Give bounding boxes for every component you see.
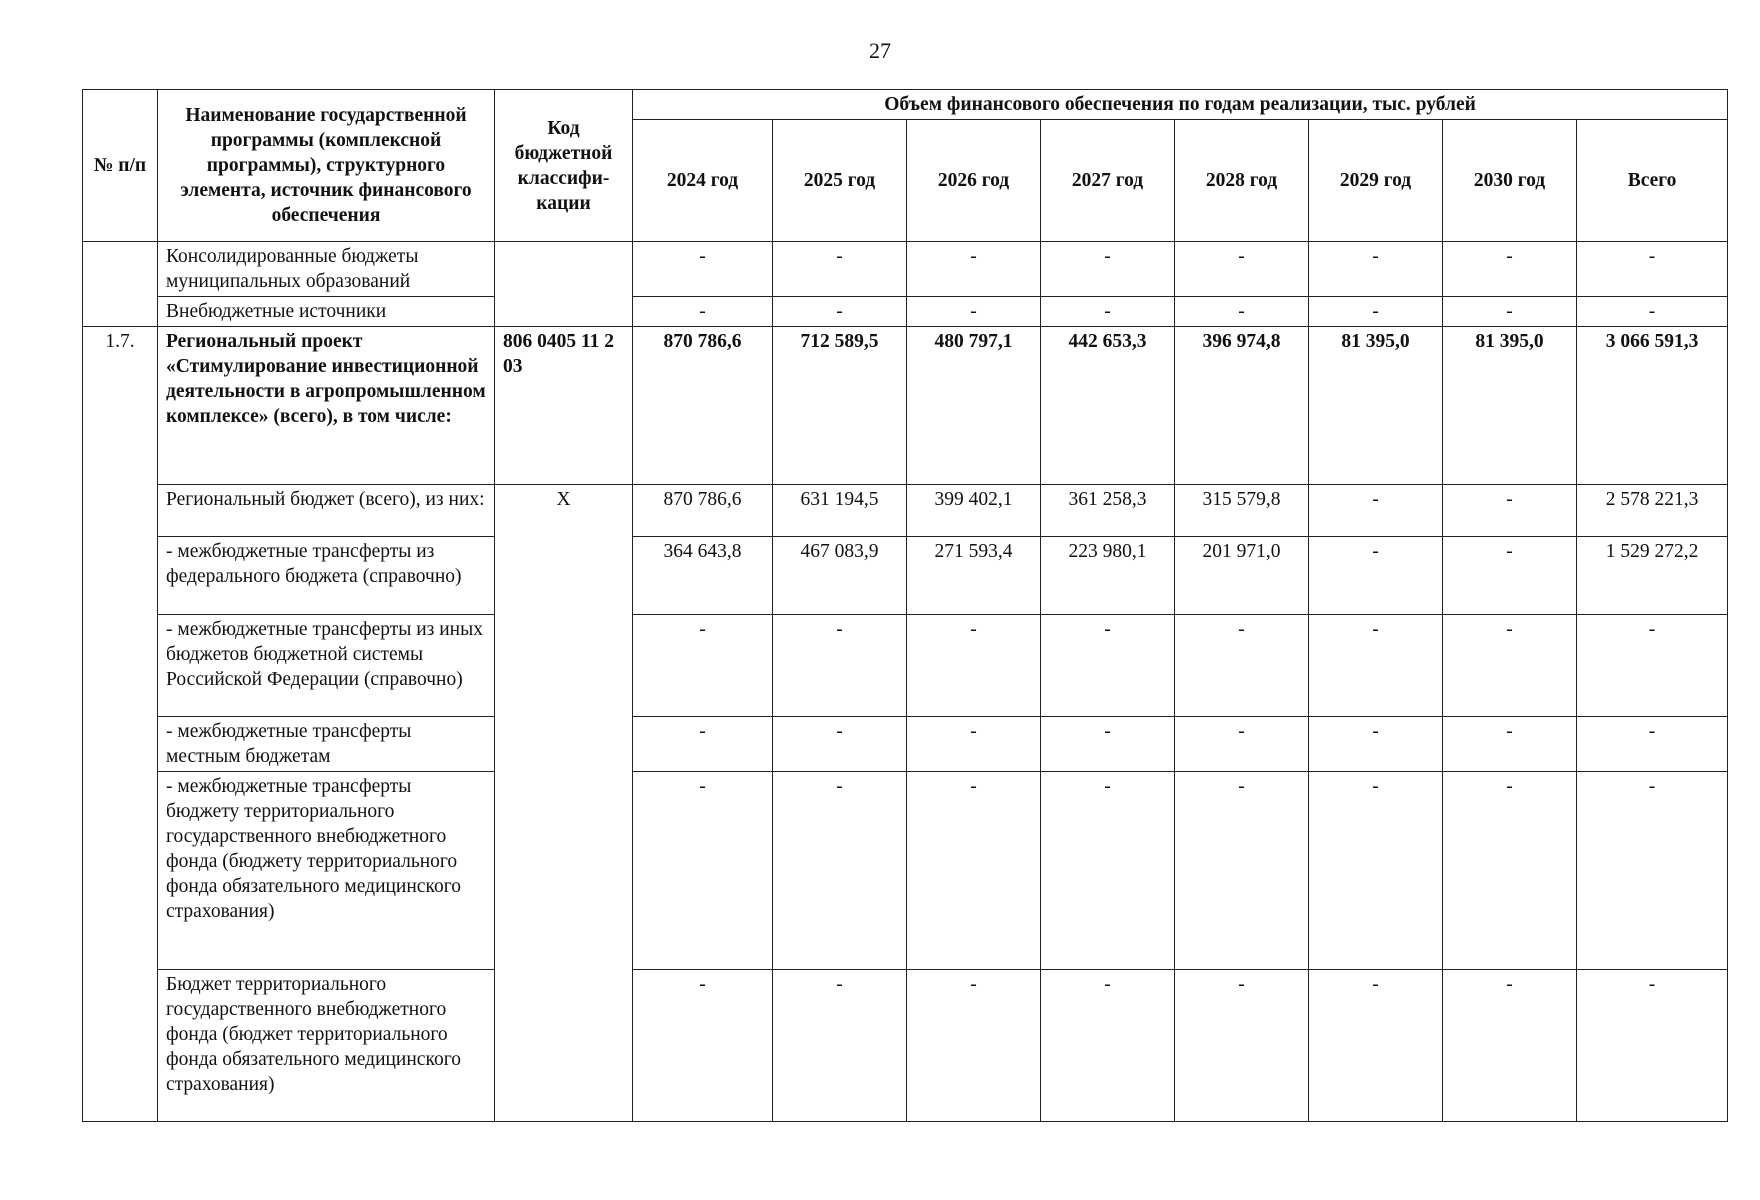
page-number: 27 bbox=[869, 38, 891, 63]
cell-2025: - bbox=[773, 717, 907, 772]
cell-2025: 631 194,5 bbox=[773, 485, 907, 537]
cell-2029: 81 395,0 bbox=[1309, 327, 1443, 485]
cell-total: - bbox=[1577, 615, 1728, 717]
row-code: 806 0405 11 2 03 bbox=[495, 327, 633, 485]
cell-2028: 396 974,8 bbox=[1175, 327, 1309, 485]
header-code: Код бюджетной классифи-кации bbox=[495, 90, 633, 242]
budget-table bbox=[82, 89, 1728, 1122]
cell-2030: - bbox=[1443, 537, 1577, 615]
cell-2024: - bbox=[633, 615, 773, 717]
table-row bbox=[83, 327, 1728, 485]
header-year-2027: 2027 год bbox=[1041, 120, 1175, 242]
header-num: № п/п bbox=[83, 90, 158, 242]
row-name: - межбюджетные трансферты местным бюджетам bbox=[158, 717, 495, 772]
cell-2024: 870 786,6 bbox=[633, 485, 773, 537]
cell-2025: 467 083,9 bbox=[773, 537, 907, 615]
header-year-2024: 2024 год bbox=[633, 120, 773, 242]
cell-2024: - bbox=[633, 772, 773, 970]
cell-2024: - bbox=[633, 717, 773, 772]
row-num-empty bbox=[83, 242, 158, 327]
cell-2026: 480 797,1 bbox=[907, 327, 1041, 485]
row-name: Бюджет территориального государственного внебюджетного фонда (бюджет территориального фонда обязательного медицинского страхования) bbox=[158, 970, 495, 1122]
cell-2030: - bbox=[1443, 970, 1577, 1122]
row-name: - межбюджетные трансферты из иных бюджетов бюджетной системы Российской Федерации (справочно) bbox=[158, 615, 495, 717]
header-year-2025: 2025 год bbox=[773, 120, 907, 242]
cell-2027: 442 653,3 bbox=[1041, 327, 1175, 485]
cell-total: 3 066 591,3 bbox=[1577, 327, 1728, 485]
cell-2024: - bbox=[633, 242, 773, 297]
cell-2030: - bbox=[1443, 485, 1577, 537]
cell-2028: - bbox=[1175, 717, 1309, 772]
cell-total: 1 529 272,2 bbox=[1577, 537, 1728, 615]
cell-2024: - bbox=[633, 970, 773, 1122]
cell-2029: - bbox=[1309, 717, 1443, 772]
header-total: Всего bbox=[1577, 120, 1728, 242]
cell-2030: - bbox=[1443, 242, 1577, 297]
row-num: 1.7. bbox=[83, 327, 158, 1122]
cell-2026: - bbox=[907, 615, 1041, 717]
row-code: X bbox=[495, 485, 633, 1122]
header-name: Наименование государственной программы (комплексной программы), структурного элемента, источник финансового обеспечения bbox=[158, 90, 495, 242]
cell-2029: - bbox=[1309, 485, 1443, 537]
cell-2027: - bbox=[1041, 242, 1175, 297]
cell-2030: - bbox=[1443, 297, 1577, 327]
table-row bbox=[83, 970, 1728, 1122]
cell-2027: - bbox=[1041, 970, 1175, 1122]
cell-2029: - bbox=[1309, 970, 1443, 1122]
cell-total: - bbox=[1577, 717, 1728, 772]
cell-2030: - bbox=[1443, 717, 1577, 772]
cell-2026: - bbox=[907, 242, 1041, 297]
header-year-2026: 2026 год bbox=[907, 120, 1041, 242]
table-row bbox=[83, 485, 1728, 537]
cell-2028: - bbox=[1175, 970, 1309, 1122]
table-row bbox=[83, 537, 1728, 615]
cell-2028: 201 971,0 bbox=[1175, 537, 1309, 615]
cell-2029: - bbox=[1309, 615, 1443, 717]
cell-2026: - bbox=[907, 297, 1041, 327]
cell-2024: 870 786,6 bbox=[633, 327, 773, 485]
cell-2027: - bbox=[1041, 717, 1175, 772]
cell-2025: - bbox=[773, 297, 907, 327]
cell-2025: - bbox=[773, 242, 907, 297]
row-code-empty bbox=[495, 242, 633, 327]
cell-2026: - bbox=[907, 717, 1041, 772]
cell-total: - bbox=[1577, 297, 1728, 327]
table-row bbox=[83, 297, 1728, 327]
cell-2028: 315 579,8 bbox=[1175, 485, 1309, 537]
cell-2028: - bbox=[1175, 242, 1309, 297]
cell-2025: - bbox=[773, 772, 907, 970]
cell-2027: 223 980,1 bbox=[1041, 537, 1175, 615]
cell-2030: - bbox=[1443, 615, 1577, 717]
cell-2026: 271 593,4 bbox=[907, 537, 1041, 615]
cell-2028: - bbox=[1175, 772, 1309, 970]
cell-2028: - bbox=[1175, 615, 1309, 717]
row-name: Консолидированные бюджеты муниципальных образований bbox=[158, 242, 495, 297]
row-name: Региональный проект «Стимулирование инвестиционной деятельности в агропромышленном комплексе» (всего), в том числе: bbox=[158, 327, 495, 485]
cell-2030: 81 395,0 bbox=[1443, 327, 1577, 485]
cell-2026: - bbox=[907, 970, 1041, 1122]
cell-2029: - bbox=[1309, 537, 1443, 615]
cell-total: - bbox=[1577, 970, 1728, 1122]
cell-2030: - bbox=[1443, 772, 1577, 970]
cell-2029: - bbox=[1309, 297, 1443, 327]
cell-2027: - bbox=[1041, 772, 1175, 970]
header-year-2029: 2029 год bbox=[1309, 120, 1443, 242]
row-name: - межбюджетные трансферты из федерального бюджета (справочно) bbox=[158, 537, 495, 615]
table-row bbox=[83, 772, 1728, 970]
cell-2027: - bbox=[1041, 297, 1175, 327]
cell-2025: - bbox=[773, 615, 907, 717]
row-name: Региональный бюджет (всего), из них: bbox=[158, 485, 495, 537]
header-year-2030: 2030 год bbox=[1443, 120, 1577, 242]
cell-total: 2 578 221,3 bbox=[1577, 485, 1728, 537]
table-row bbox=[83, 242, 1728, 297]
header-funding-group: Объем финансового обеспечения по годам реализации, тыс. рублей bbox=[633, 90, 1728, 120]
cell-total: - bbox=[1577, 772, 1728, 970]
cell-total: - bbox=[1577, 242, 1728, 297]
cell-2024: 364 643,8 bbox=[633, 537, 773, 615]
cell-2025: - bbox=[773, 970, 907, 1122]
cell-2027: - bbox=[1041, 615, 1175, 717]
cell-2026: - bbox=[907, 772, 1041, 970]
cell-2028: - bbox=[1175, 297, 1309, 327]
table-row bbox=[83, 717, 1728, 772]
cell-2026: 399 402,1 bbox=[907, 485, 1041, 537]
cell-2025: 712 589,5 bbox=[773, 327, 907, 485]
cell-2029: - bbox=[1309, 772, 1443, 970]
cell-2024: - bbox=[633, 297, 773, 327]
header-year-2028: 2028 год bbox=[1175, 120, 1309, 242]
table-row bbox=[83, 615, 1728, 717]
cell-2029: - bbox=[1309, 242, 1443, 297]
row-name: - межбюджетные трансферты бюджету территориального государственного внебюджетного фонда (бюджету территориального фонда обязательного медицинского страхования) bbox=[158, 772, 495, 970]
row-name: Внебюджетные источники bbox=[158, 297, 495, 327]
cell-2027: 361 258,3 bbox=[1041, 485, 1175, 537]
